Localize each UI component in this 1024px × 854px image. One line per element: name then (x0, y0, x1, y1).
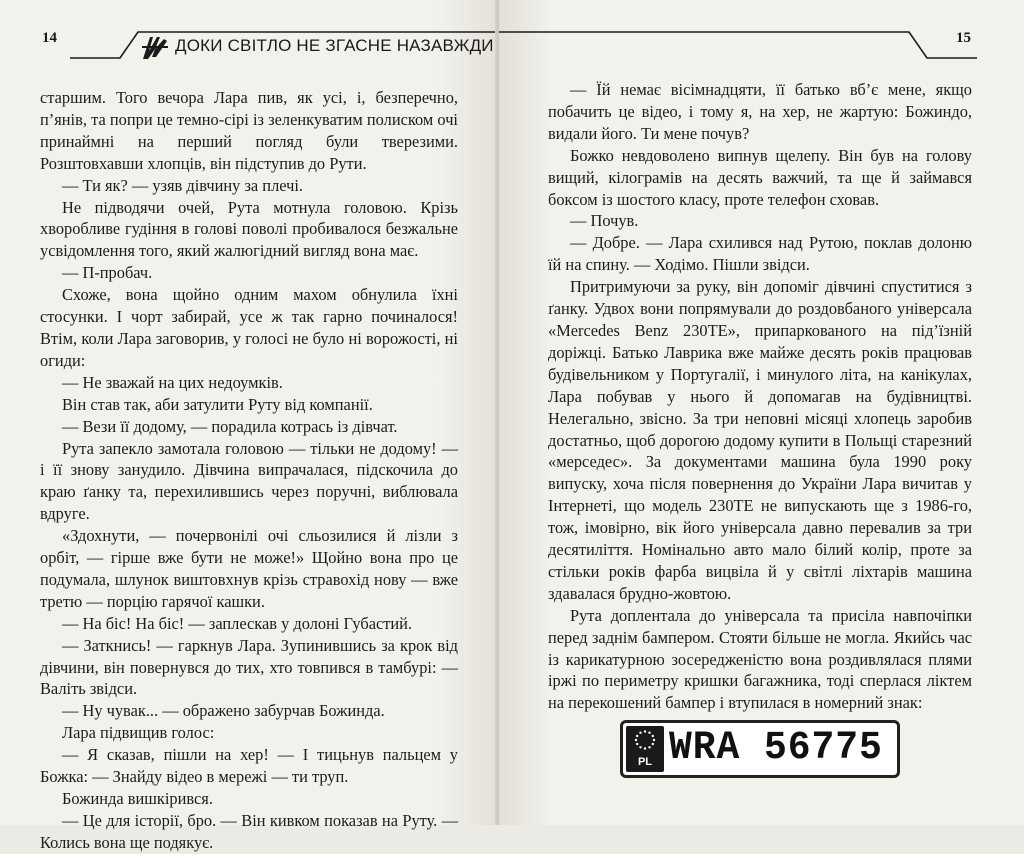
paragraph: «Здохнути, — почервонілі очі сльозилися й лізли з орбіт, — гірше вже бути не може!» Щойно вона про це подумала, шлунок виштовхнув крізь стравохід нову — вже третю — порцію гарячої кашки. (40, 526, 458, 611)
plate-number: WRA 56775 (669, 726, 883, 771)
paragraph: — П-пробач. (62, 263, 153, 283)
paragraph: — На біс! На біс! — заплескав у долоні Губастий. (62, 613, 413, 633)
right-page-text (548, 79, 972, 714)
paragraph: Не підводячи очей, Рута мотнула головою. Крізь хворобливе гудіння в голові повoлі пробивалося безжальне усвідомлення того, який жалюгідний вигляд вона має. (40, 197, 458, 261)
left-page (0, 0, 497, 852)
left-page-header (0, 0, 497, 62)
header-rule (499, 0, 1024, 62)
paragraph: — Ну чувак... — ображено забурчав Божинда. (62, 701, 385, 721)
right-page-header (499, 0, 1024, 62)
page-number-right: 15 (956, 30, 971, 46)
paragraph: — Заткнись! — гаркнув Лара. Зупинившись за крок від дівчини, він повернувся до тих, хто товпився в тамбурі: — Валіть звідси. (40, 635, 458, 699)
page-number-left: 14 (42, 30, 57, 46)
eu-stars-icon (632, 729, 658, 751)
paragraph: — Добре. — Лара схилився над Рутою, поклав долоню їй на спину. — Ходімо. Пішли звідси. (548, 233, 972, 275)
paragraph: — Ти як? — узяв дівчину за плечі. (62, 175, 304, 195)
paragraph: Божинда вишкірився. (62, 789, 213, 808)
running-title: ДОКИ СВІТЛО НЕ ЗГАСНЕ НАЗАВЖДИ (175, 36, 494, 55)
paragraph: Лара підвищив голос: (62, 723, 215, 743)
paragraph: Схоже, вона щойно одним махом обнулила їхні стосунки. І чорт забирай, усе ж так гарно починалося! Втім, коли Лара заговорив, у голосі не було ні ворожості, ні огиди: (40, 285, 458, 370)
eu-band (626, 726, 664, 772)
license-plate (620, 720, 900, 778)
paragraph: Рута запекло замотала головою — тільки не додому! — і її знову занудило. Дівчина випрачалася, підскочила до краю ґанку та, перехилившись через поручні, виблювала вдруге. (40, 438, 458, 524)
paragraph: старшим. Того вечора Лара пив, як усі, і, безперечно, п’янів, та попри це темно-сірі із зеленкуватим полиском очі принаймні на перший погляд були тверезими. Розштовхавши хлопців, він підступив до Рути. (40, 88, 458, 173)
paragraph: Він став так, аби затулити Руту від компанії. (62, 394, 373, 414)
paragraph: — Їй немає вісімнадцяти, її батько вб’є мене, якщо побачить це відео, і тому я, на хер, не жартую: Божиндо, видали його. Ти мене почув? (548, 80, 972, 143)
paragraph: — Це для історії, бро. — Він кивком показав на Руту. — Колись вона ще подякує. (40, 810, 458, 852)
paragraph: — Я сказав, пішли на хер! — І тицьнув пальцем у Божка: — Знайду відео в мережі — ти труп. (40, 745, 458, 787)
paragraph: Божко невдоволено випнув щелепу. Він був на голову вищий, кілограмів на десять важчий, та ще й займався боксом із шостого класу, проте телефон сховав. (548, 145, 972, 209)
plate-country-code: PL (637, 756, 653, 768)
paragraph: — Вези її додому, — порадила котрась із дівчат. (62, 416, 398, 436)
book-logo-icon (140, 33, 170, 61)
paragraph: Рута доплентала до універсала та присіла навпочіпки перед заднім бампером. Стояти більше не могла. Якийсь час із карикатурною зосередженістю вона роздивлялася плями іржі по периметру кришки багажника, тоді сперлася ліктем на перекошений бампер і втупилася в номерний знак: (548, 605, 972, 713)
left-page-text (40, 87, 458, 854)
paragraph: Притримуючи за руку, він допоміг дівчині спуститися з ґанку. Удвох вони попрямували до роздовбаного універсала «Mercedes Benz 230TE», припаркованого на під’їзній доріжці. Батько Лаврика вже майже десять років працював будівельником у Португалії, і минулого літа, на канікулах, Лара побував у нього й допомагав на будівництві. Нелегально, звісно. За три неповні місяці хлопець заробив достатньо, щоб дорогою додому купити в Польщі старезний «мерседес». За документами машина була 1990 року випуску, хоча після повернення до України Лара вичитав у Інтернеті, що модель 230TE не випускають ще з 1986-го, тож, імовірно, вік його універсала давно перевалив за три десятиліття. Номінально авто мало білий колір, проте за стільки років фарба вицвіла й у світлі ліхтарів машина здавалася брудно-жовтою. (548, 277, 972, 603)
paragraph: — Не зважай на цих недоумків. (62, 372, 283, 392)
paragraph: — Почув. (570, 211, 639, 231)
right-page (499, 0, 1024, 825)
